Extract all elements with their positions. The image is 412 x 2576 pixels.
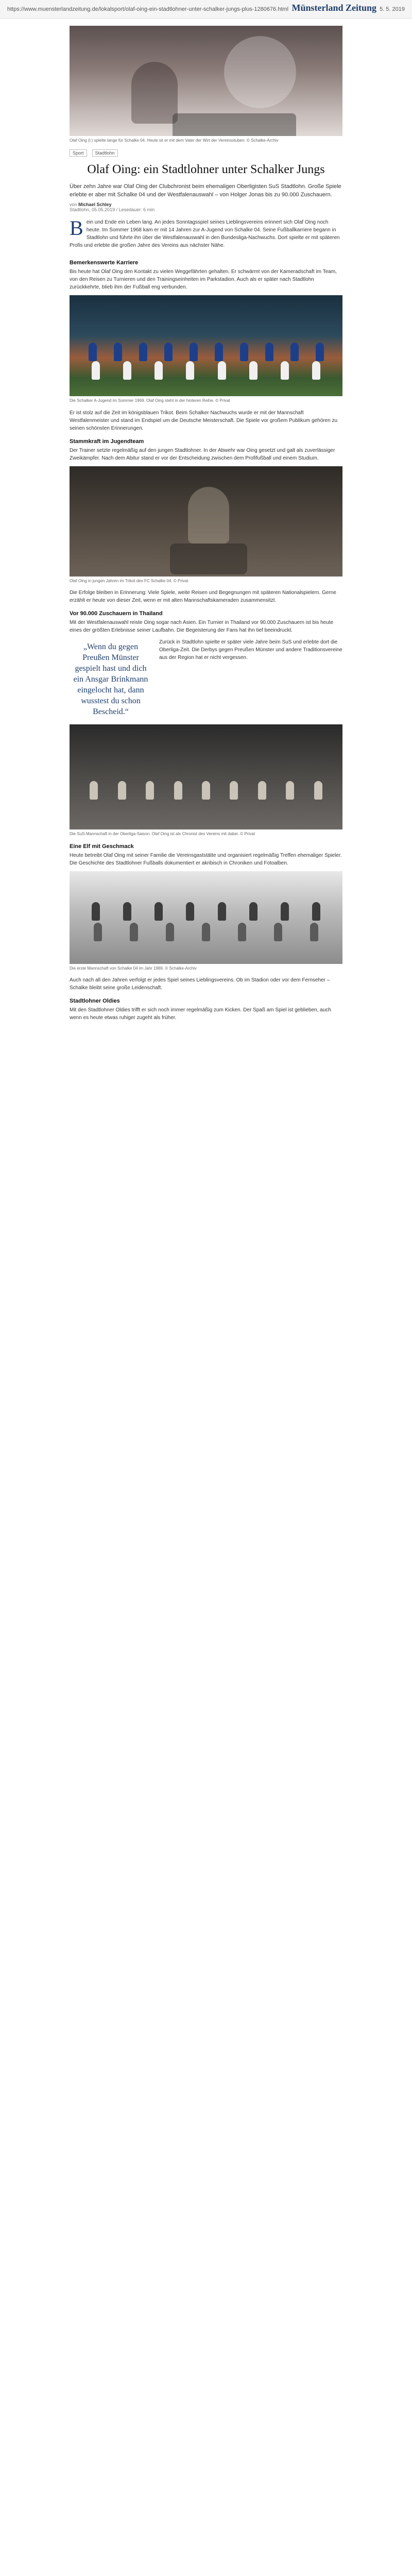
subheading: Eine Elf mit Geschmack	[70, 843, 134, 850]
article-title: Olaf Oing: ein Stadtlohner unter Schalker Jungs	[87, 163, 325, 177]
subheading: Stammkraft im Jugendteam	[70, 438, 144, 445]
paragraph	[70, 218, 342, 249]
paragraph: Zurück in Stadtlohn spielte er später viele Jahre beim SuS und erlebte dort die Oberliga-Zeit. Die Derbys gegen Preußen Münster und andere Traditionsvereine aus der Region hat er nicht vergessen.	[159, 639, 342, 661]
photo-caption: Die SuS-Mannschaft in der Oberliga-Saison. Olaf Oing ist als Chronist des Vereins mit dabei. © Privat	[70, 832, 255, 837]
article-lead: Über zehn Jahre war Olaf Oing der Clubchronist beim ehemaligen Oberligisten SuS Stadtlohn. Große Spiele erlebte er aber mit Schalke 04 und der Westfalenauswahl – von Holger Jonas bis zu 90.000 Zuschauern.	[70, 183, 341, 198]
section-tags	[70, 149, 342, 157]
article-column	[70, 26, 342, 1022]
publish-info: Stadtlohn, 05.05.2019 / Lesedauer: 6 min	[70, 207, 155, 213]
hero-image	[70, 26, 342, 136]
paragraph: Mit der Westfalenauswahl reiste Oing sogar nach Asien. Ein Turnier in Thailand vor 90.000 Zuschauern ist bis heute eines der größten Erlebnisse seiner Laufbahn. Die Begeisterung der Fans hat ihn tief beeindruckt.	[70, 620, 334, 634]
masthead-date: 5. 5. 2019	[380, 6, 405, 12]
photo-caption: Die erste Mannschaft von Schalke 04 im Jahr 1969. © Schalke-Archiv	[70, 965, 197, 971]
masthead-title[interactable]: Münsterland Zeitung	[291, 3, 377, 13]
dropcap: B	[70, 216, 83, 240]
pull-quote: „Wenn du gegen Preußen Münster gespielt hast und dich ein Ansgar Brinkmann eingelocht hat, dann wusstest du schon Bescheid.“	[73, 642, 148, 717]
photo-caption: Olaf Oing in jungen Jahren im Trikot des FC Schalke 04. © Privat	[70, 578, 188, 583]
browser-bar	[0, 0, 412, 19]
paragraph: Heute betreibt Olaf Oing mit seiner Familie die Vereinsgaststätte und organisiert regelmäßig Treffen ehemaliger Spieler. Die Geschichte des Stadtlohner Fußballs dokumentiert er akribisch in Chroniken und Fotoalben.	[70, 852, 342, 866]
photo-caption: Die Schalker A-Jugend im Sommer 1969. Olaf Oing steht in der hinteren Reihe. © Privat	[70, 398, 230, 403]
portrait-photo	[70, 466, 342, 577]
tag-sport[interactable]: Sport	[70, 149, 87, 157]
team-archive-photo	[70, 871, 342, 964]
author-prefix: von	[70, 202, 77, 208]
paragraph: Der Trainer setzte regelmäßig auf den jungen Stadtlohner. In der Abwehr war Oing gesetzt und galt als zuverlässiger Zweikämpfer. Nach dem Abitur stand er vor der Entscheidung zwischen dem Profifußball und einem Studium.	[70, 447, 335, 461]
paragraph: Mit den Stadtlohner Oldies trifft er sich noch immer regelmäßig zum Kicken. Der Spaß am Spiel ist geblieben, auch wenn es heute etwas ruhiger zugeht als früher.	[70, 1007, 331, 1021]
paragraph-text: ein und Ende ein Leben lang. An jedes Sonntagsspiel seines Lieblingsvereins erinnert sich Olaf Oing noch heute. Im Sommer 1968 kam er mit 14 Jahren zur A-Jugend von Schalke 04. Seine Fußballkarriere begann in Stadtlohn und führte ihn über die Westfalenauswahl in den Bundesliga-Nachwuchs. Dort spielte er mit späteren Profis und erlebte die großen Jahre des Vereins aus nächster Nähe.	[70, 219, 340, 249]
tag-stadtlohn[interactable]: Stadtlohn	[92, 149, 118, 157]
article-meta	[70, 202, 342, 212]
paragraph: Bis heute hat Olaf Oing den Kontakt zu vielen Weggefährten gehalten. Er schwärmt von der Kameradschaft im Team, von den Reisen zu Turnieren und den Trainingseinheiten im Parkstadion. Auch als er später nach Stadtlohn zurückkehrte, blieb ihm der Fußball eng verbunden.	[70, 269, 337, 291]
paragraph: Auch nach all den Jahren verfolgt er jedes Spiel seines Lieblingsvereins. Ob im Stadion oder vor dem Fernseher – Schalke bleibt seine große Leidenschaft.	[70, 977, 330, 991]
masthead	[292, 3, 405, 14]
paragraph: Er ist stolz auf die Zeit im königsblauen Trikot. Beim Schalker Nachwuchs wurde er mit der Mannschaft Westfalenmeister und stand im Endspiel um die Deutsche Meisterschaft. Die Spiele vor großem Publikum gehören zu seinen schönsten Erinnerungen.	[70, 410, 338, 431]
address-bar[interactable]: https://www.muensterlandzeitung.de/lokalsport/olaf-oing-ein-stadtlohner-unter-schalker-jungs-plus-1280676.html	[7, 6, 289, 12]
author-name[interactable]: Michael Schley	[78, 202, 112, 208]
club-photo	[70, 724, 342, 829]
subheading: Stadtlohner Oldies	[70, 997, 120, 1004]
article-body	[70, 218, 342, 1022]
subheading: Bemerkenswerte Karriere	[70, 260, 139, 266]
team-photo	[70, 295, 342, 396]
hero-caption: Olaf Oing (l.) spielte lange für Schalke 04. Heute ist er mit dem Vater der Wirt der Vereinsstuben. © Schalke-Archiv	[70, 138, 279, 143]
paragraph: Die Erfolge bleiben in Erinnerung: Viele Spiele, weite Reisen und Begegnungen mit späteren Nationalspielern. Gerne erzählt er heute von dieser Zeit, wenn er mit alten Mannschaftskameraden zusammensitzt.	[70, 590, 336, 604]
subheading: Vor 90.000 Zuschauern in Thailand	[70, 611, 163, 617]
